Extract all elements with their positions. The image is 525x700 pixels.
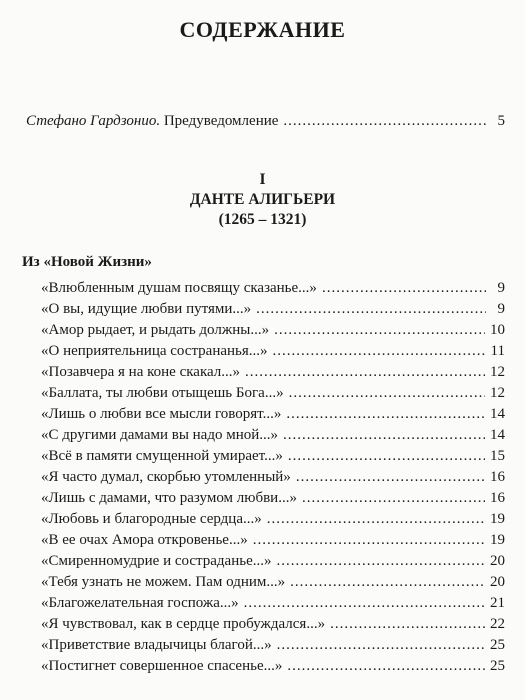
toc-entry-title: «Постигнет совершенное спасенье...» [41,658,283,674]
toc-entry-page-number: 14 [490,427,505,443]
toc-entry[interactable] [41,383,505,404]
page-title: СОДЕРЖАНИЕ [179,17,346,42]
toc-entry[interactable] [41,446,505,467]
toc-entry-title: «Я чувствовал, как в сердце пробуждался...» [41,616,326,632]
toc-entry-page-number: 11 [490,343,505,359]
toc-entry-title: «Приветствие владычицы благой...» [41,637,272,653]
leader-dots [288,446,485,467]
toc-entry-page-number: 14 [490,406,505,422]
toc-entry-page-number: 10 [490,322,505,338]
leader-dots [330,614,485,635]
leader-dots [277,635,485,656]
toc-entry[interactable] [41,614,505,635]
toc-entry-page-number: 20 [490,574,505,590]
toc-entry[interactable] [41,467,505,488]
leader-dots [267,509,485,530]
toc-entry-page-number: 12 [490,364,505,380]
leader-dots [277,551,486,572]
toc-entry[interactable] [41,488,505,509]
leader-dots [289,383,485,404]
toc-entry[interactable] [41,656,505,677]
toc-entry-title: «Лишь с дамами, что разумом любви...» [41,490,297,506]
leader-dots [296,467,485,488]
toc-entry-page-number: 15 [490,448,505,464]
toc-entry[interactable] [41,404,505,425]
leader-dots [283,425,485,446]
leader-dots [322,278,486,299]
leader-dots [253,530,485,551]
leader-dots [283,113,486,130]
preface-author: Стефано Гардзонио. [26,113,161,129]
toc-entry[interactable] [41,551,505,572]
leader-dots [286,404,485,425]
toc-entry-page-number: 12 [490,385,505,401]
toc-entry-title: «Амор рыдает, и рыдать должны...» [41,322,270,338]
toc-entry[interactable] [41,509,505,530]
toc-entry-title: «Смиренномудрие и состраданье...» [41,553,272,569]
preface-title: Предуведомление [163,113,279,129]
toc-entry[interactable] [41,362,505,383]
toc-entry-list [41,278,505,677]
toc-entry-page-number: 9 [497,301,505,317]
toc-entry-title: «С другими дамами вы надо мной...» [41,427,279,443]
toc-entry-page-number: 16 [490,490,505,506]
toc-entry-page-number: 19 [490,511,505,527]
toc-entry[interactable] [41,530,505,551]
toc-entry-title: «О неприятельница сострананья...» [41,343,268,359]
toc-entry[interactable] [41,593,505,614]
section-poet: ДАНТЕ АЛИГЬЕРИ [189,191,336,208]
preface-entry[interactable] [26,113,505,130]
toc-entry[interactable] [41,299,505,320]
leader-dots [256,299,486,320]
toc-entry-title: «Благожелательная госпожа...» [41,595,239,611]
leader-dots [245,362,485,383]
toc-entry-title: «Я часто думал, скорбью утомленный» [41,469,291,485]
toc-entry-title: «Тебя узнать не можем. Пам одним...» [41,574,286,590]
toc-entry-page-number: 19 [490,532,505,548]
leader-dots [274,320,485,341]
section-years: (1265 – 1321) [218,211,307,228]
toc-entry[interactable] [41,341,505,362]
toc-entry-title: «Баллата, ты любви отыщешь Бога...» [41,385,284,401]
toc-entry-title: «В ее очах Амора откровенье...» [41,532,248,548]
toc-entry-title: «О вы, идущие любви путями...» [41,301,252,317]
toc-entry-page-number: 20 [490,553,505,569]
leader-dots [302,488,485,509]
toc-entry-page-number: 9 [497,280,505,296]
toc-entry-page-number: 16 [490,469,505,485]
toc-entry-page-number: 22 [490,616,505,632]
toc-entry[interactable] [41,278,505,299]
leader-dots [290,572,485,593]
leader-dots [244,593,485,614]
toc-entry-page-number: 25 [490,658,505,674]
toc-entry[interactable] [41,320,505,341]
toc-entry-title: «Любовь и благородные сердца...» [41,511,262,527]
toc-entry-title: «Позавчера я на коне скакал...» [41,364,241,380]
toc-entry-title: «Влюбленным душам посвящу сказанье...» [41,280,317,296]
toc-entry-title: «Лишь о любви все мысли говорят...» [41,406,282,422]
toc-entry-title: «Всё в памяти смущенной умирает...» [41,448,283,464]
toc-entry[interactable] [41,572,505,593]
toc-entry-page-number: 25 [490,637,505,653]
toc-entry-page-number: 21 [490,595,505,611]
leader-dots [273,341,486,362]
leader-dots [287,656,485,677]
toc-entry[interactable] [41,425,505,446]
preface-page-number: 5 [497,113,505,129]
section-number: I [259,171,266,188]
subsection-title: Из «Новой Жизни» [22,254,152,270]
toc-entry[interactable] [41,635,505,656]
